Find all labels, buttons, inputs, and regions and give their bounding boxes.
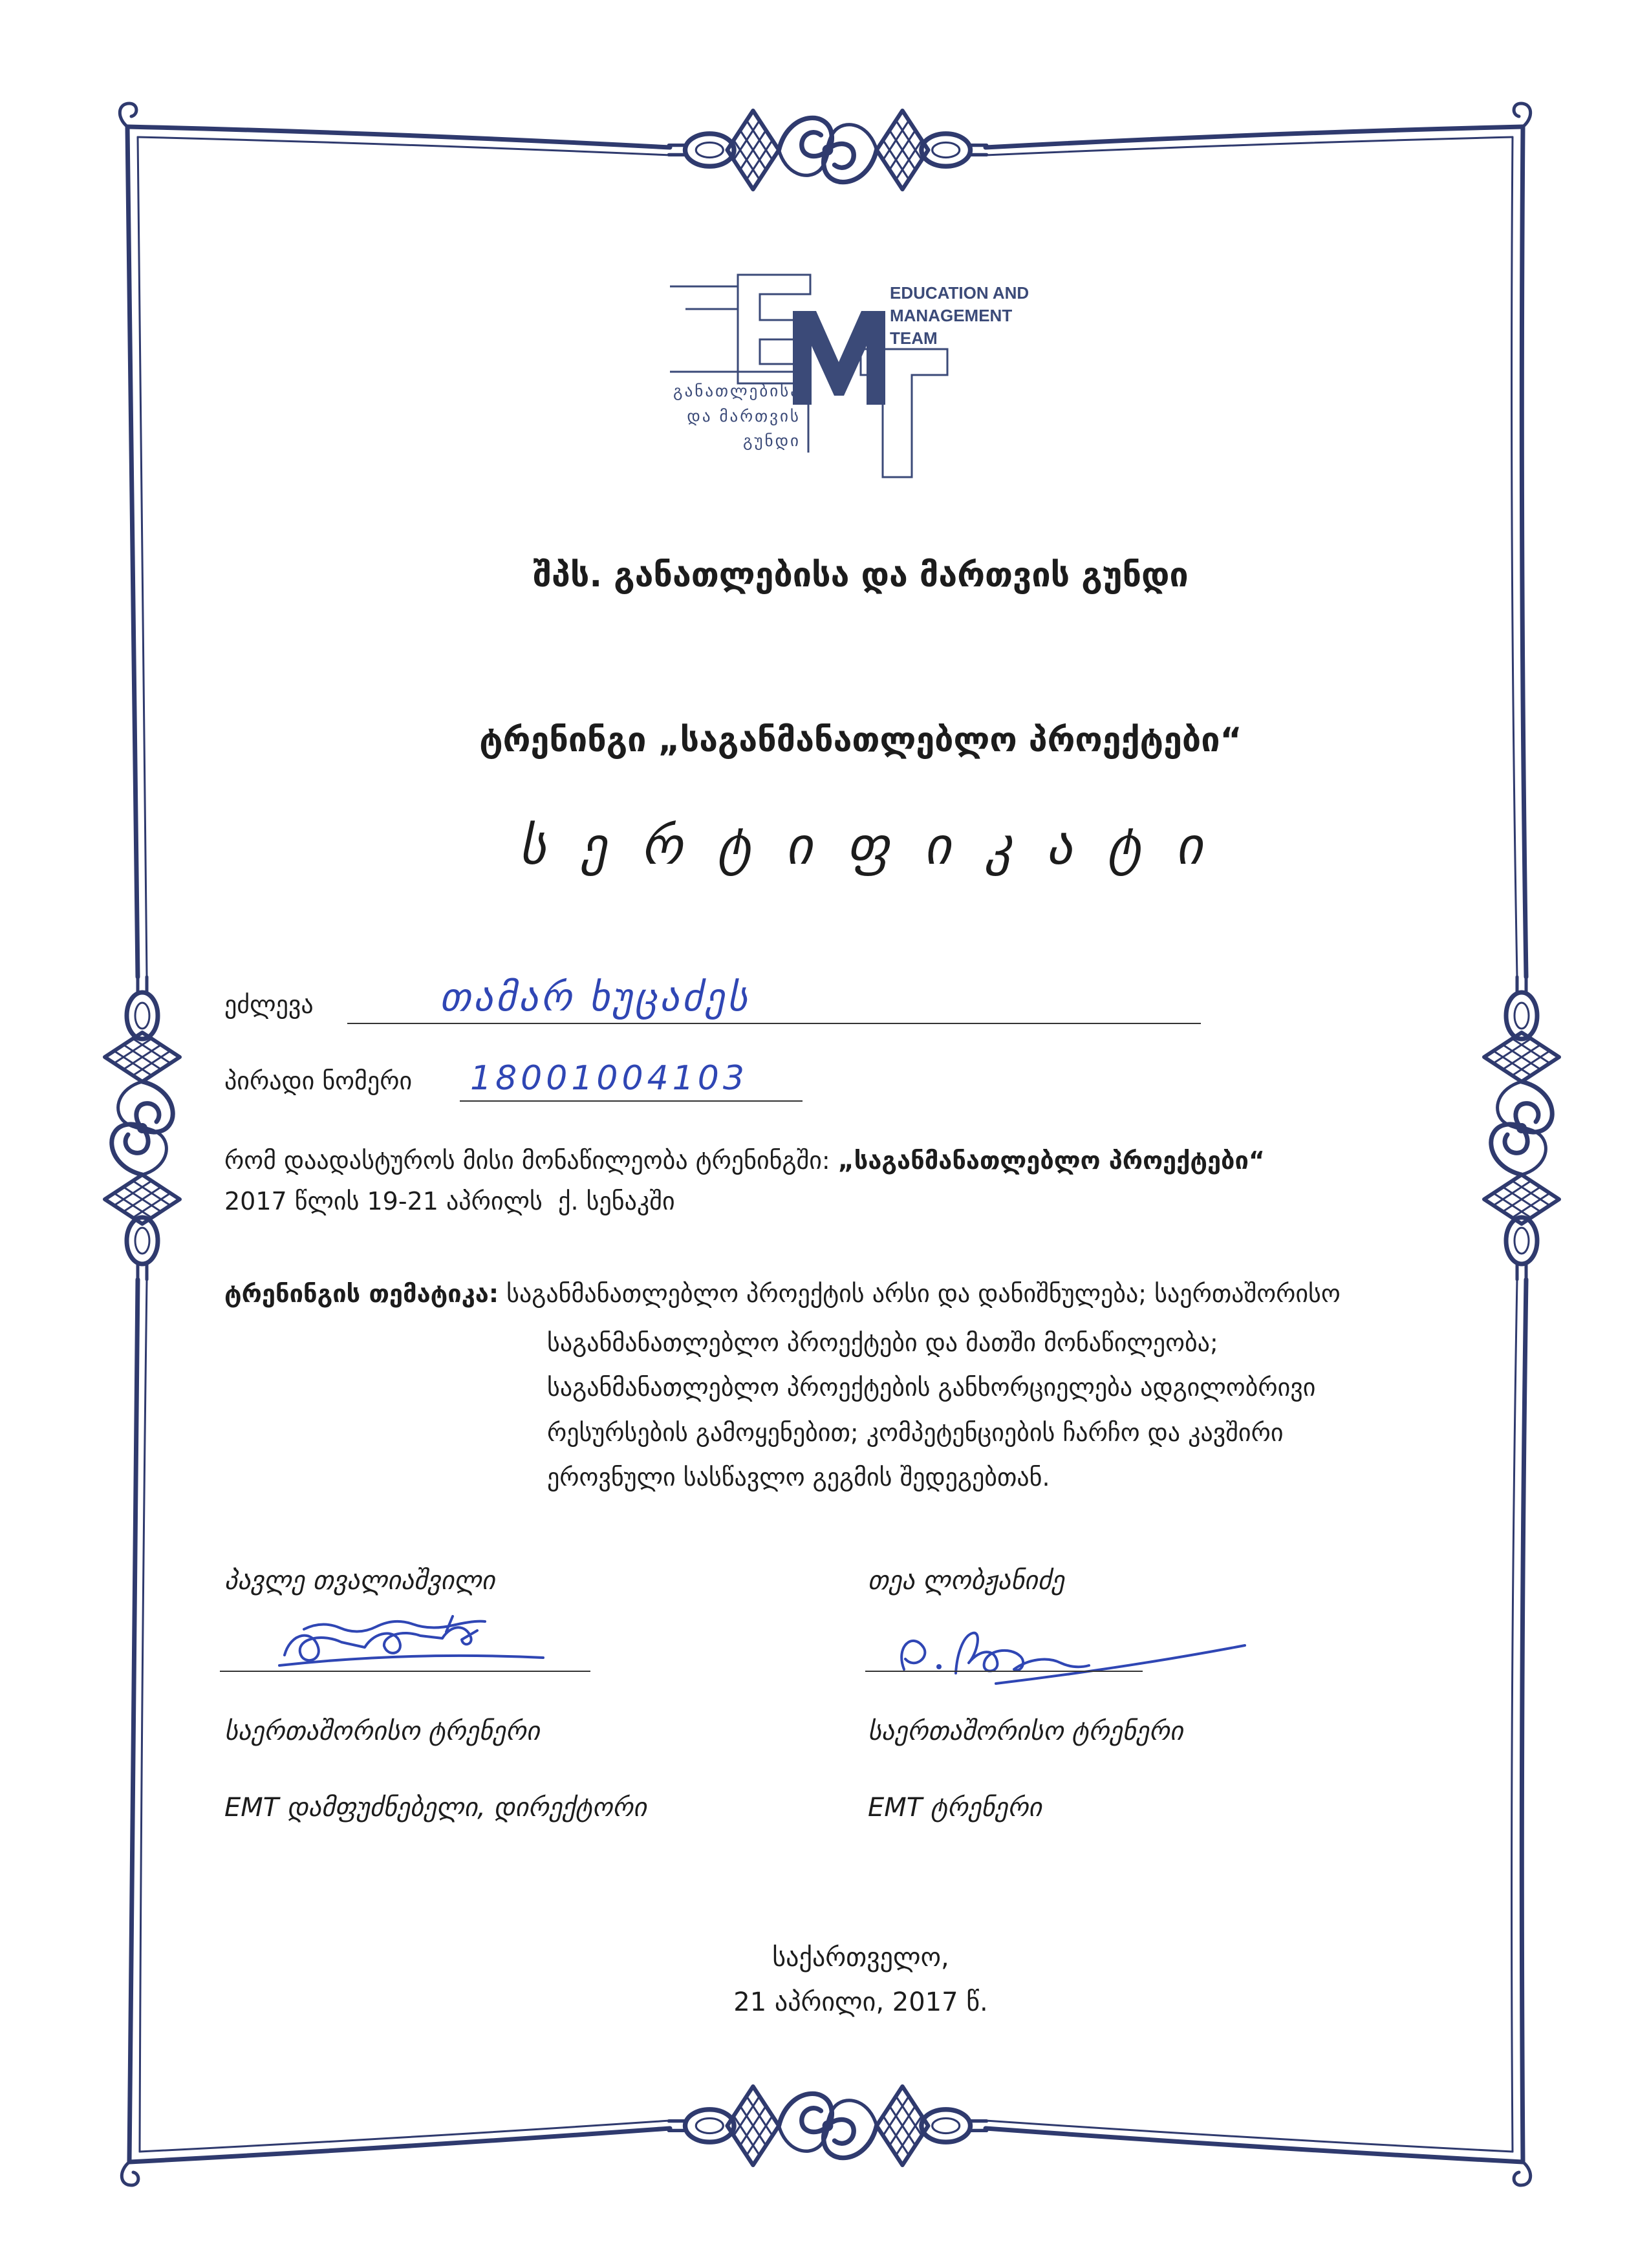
signer-left-position: EMT დამფუძნებელი, დირექტორი bbox=[224, 1793, 647, 1823]
logo-english-line-2: MANAGEMENT bbox=[890, 306, 1013, 325]
frame-bottom-right-outer bbox=[986, 2128, 1523, 2162]
footer-date: 21 აპრილი, 2017 წ. bbox=[733, 1987, 988, 2017]
topics-text-1: საგანმანათლებლო პროექტის არსი და დანიშნულება; საერთაშორისო bbox=[506, 1279, 1341, 1308]
signer-left-signature-line bbox=[220, 1671, 590, 1672]
signer-right-name: თეა ლობჟანიძე bbox=[868, 1566, 1064, 1596]
signer-left-name: პავლე თვალიაშვილი bbox=[224, 1566, 495, 1596]
signer-right-position: EMT ტრენერი bbox=[868, 1793, 1042, 1823]
logo-georgian-line-1: განათლებისა bbox=[673, 381, 801, 400]
confirmation-line bbox=[224, 1146, 1265, 1176]
border-frame bbox=[120, 103, 1530, 2185]
topics-line-1 bbox=[224, 1279, 1341, 1309]
signature-left bbox=[279, 1616, 543, 1665]
frame-bottom-left-outer bbox=[129, 2128, 670, 2162]
topics-line-4: რესურსების გამოყენებით; კომპეტენციების ჩარჩო და კავშირი bbox=[547, 1418, 1284, 1447]
corner-curl-bottom-right bbox=[1514, 2162, 1531, 2185]
signer-left-role: საერთაშორისო ტრენერი bbox=[224, 1717, 540, 1746]
logo-georgian-line-3: გუნდი bbox=[742, 431, 801, 450]
confirmation-training-name: „საგანმანათლებლო პროექტები“ bbox=[837, 1146, 1265, 1175]
signer-right-signature-line bbox=[865, 1671, 1143, 1672]
recipient-name-line bbox=[347, 1023, 1201, 1024]
bottom-ornament bbox=[669, 2086, 986, 2165]
logo-english-line-1: EDUCATION AND bbox=[890, 283, 1029, 303]
personal-id-label: პირადი ნომერი bbox=[224, 1067, 413, 1095]
corner-curl-top-left bbox=[120, 103, 136, 127]
recipient-label: ეძლევა bbox=[224, 990, 314, 1019]
frame-top-right-inner bbox=[986, 137, 1513, 155]
topics-line-2: საგანმანათლებლო პროექტები და მათში მონაწილეობა; bbox=[547, 1329, 1218, 1357]
confirmation-text: რომ დაადასტუროს მისი მონაწილეობა ტრენინგში: bbox=[224, 1146, 838, 1175]
certificate-title: ს ე რ ტ ი ფ ი კ ა ტ ი bbox=[519, 816, 1212, 876]
personal-id-handwritten: 18001004103 bbox=[470, 1059, 748, 1098]
topics-line-3: საგანმანათლებლო პროექტების განხორციელება ადგილობრივი bbox=[547, 1373, 1316, 1402]
frame-top-left-inner bbox=[138, 137, 670, 155]
date-place-line: 2017 წლის 19-21 აპრილს ქ. სენაკში bbox=[224, 1187, 675, 1215]
training-heading: ტრენინგი „საგანმანათლებლო პროექტები“ bbox=[479, 721, 1242, 760]
logo-english-line-3: TEAM bbox=[890, 328, 938, 348]
frame-right-lower-inner bbox=[1512, 1279, 1517, 2152]
signer-right-role: საერთაშორისო ტრენერი bbox=[868, 1717, 1183, 1746]
emt-logo bbox=[670, 275, 1029, 477]
right-ornament bbox=[1484, 977, 1559, 1279]
logo-georgian-line-2: და მართვის bbox=[687, 407, 801, 425]
frame-left-lower-outer bbox=[129, 1279, 138, 2162]
personal-id-line bbox=[460, 1100, 803, 1102]
top-ornament bbox=[669, 111, 986, 189]
frame-right-lower-outer bbox=[1522, 1279, 1526, 2162]
footer-place: საქართველო, bbox=[772, 1943, 949, 1973]
logo-letter-m bbox=[793, 311, 885, 405]
corner-curl-bottom-left bbox=[122, 2162, 138, 2185]
frame-left-lower-inner bbox=[140, 1279, 147, 2152]
topics-line-5: ეროვნული სასწავლო გეგმის შედეგებთან. bbox=[547, 1463, 1050, 1492]
recipient-name-handwritten: თამარ ხუცაძეს bbox=[440, 975, 750, 1020]
topics-label: ტრენინგის თემატიკა: bbox=[224, 1279, 499, 1308]
signature-right bbox=[901, 1633, 1245, 1684]
corner-curl-top-right bbox=[1514, 103, 1531, 127]
organization-heading: შპს. განათლებისა და მართვის გუნდი bbox=[533, 556, 1189, 595]
left-ornament bbox=[105, 977, 180, 1279]
